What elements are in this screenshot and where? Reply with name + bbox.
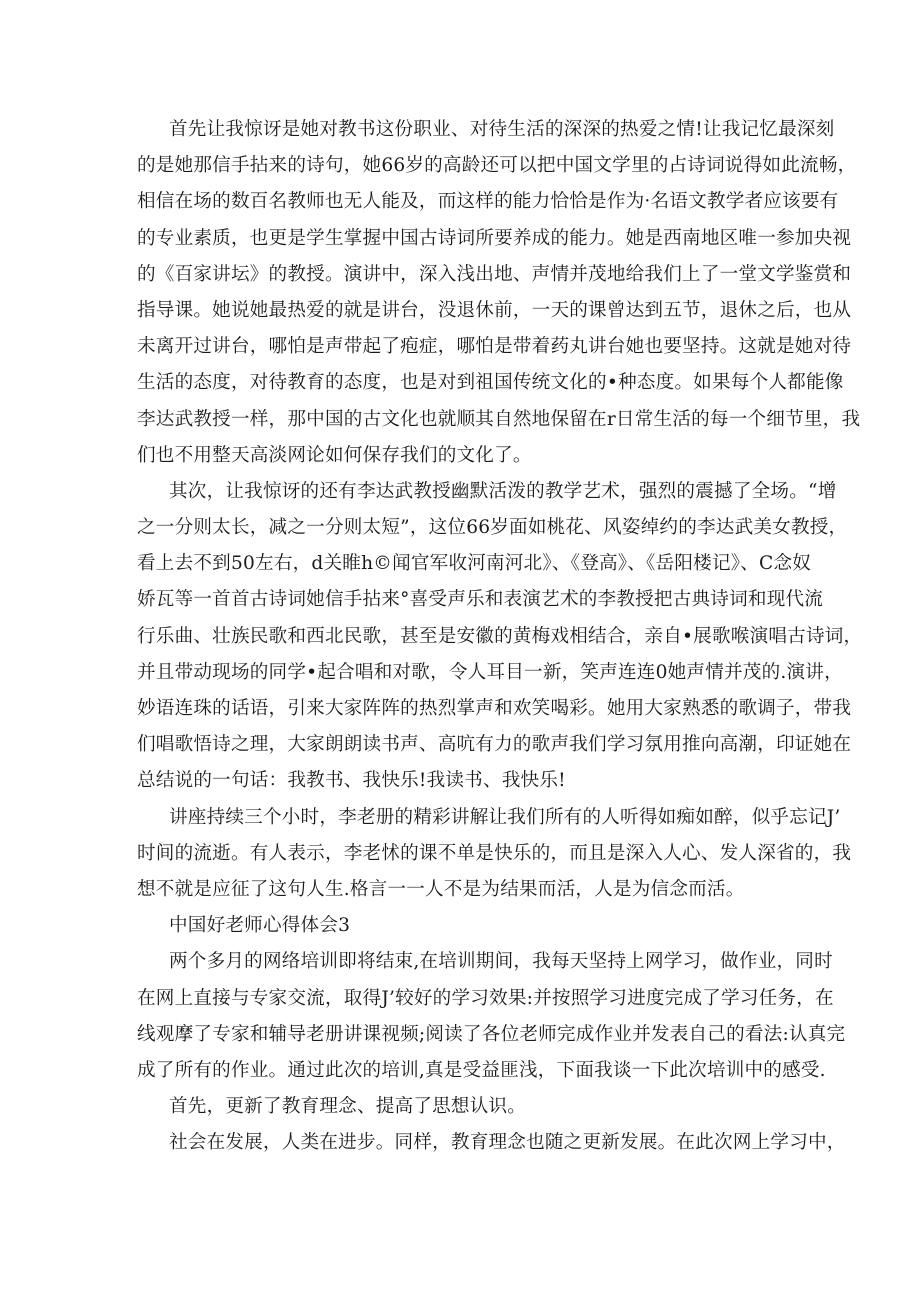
paragraph-line: 总结说的一句话：我教书、我快乐!我读书、我快乐! [137, 770, 566, 792]
paragraph-line: 的《百家讲坛》的教授。演讲中，深入浅出地、声情并茂地给我们上了一堂文学鉴赏和 [137, 263, 852, 285]
paragraph-line: 成了所有的作业。通过此次的培训,真是受益匪浅，下面我谈一下此次培训中的感受. [137, 1059, 826, 1081]
paragraph-line: 社会在发展，人类在进步。同样，教育理念也随之更新发展。在此次网上学习中， [169, 1132, 846, 1154]
section-heading: 中国好老师心得体会3 [169, 915, 351, 937]
paragraph-line: 其次，让我惊讶的还有李达武教授幽默活泼的教学艺术，强烈的震撼了全场。“增 [169, 480, 837, 502]
paragraph-line: 未离开过讲台，哪怕是声带起了疱症，哪怕是带着药丸讲台她也要坚持。这就是她对待 [137, 336, 852, 358]
paragraph-line: 妙语连珠的话语，引来大家阵阵的热烈掌声和欢笑喝彩。她用大家熟悉的歌调子，带我 [137, 698, 852, 719]
paragraph-line: 两个多月的网络培训即将结束,在培训期间，我每天坚持上网学习，做作业，同时 [169, 951, 833, 973]
paragraph-line: 并且带动现场的同学•起合唱和对歌，令人耳目一新，笑声连连0她声情并茂的.演讲， [137, 661, 843, 683]
paragraph-line: 生活的态度，对待教育的态度，也是对到祖国传统文化的•种态度。如果每个人都能像 [137, 372, 844, 394]
paragraph-line: 李达武教授一样，那中国的古文化也就顺其自然地保留在r日常生活的每一个细节里，我 [137, 408, 861, 430]
paragraph-line: 娇瓦等一首首古诗词她信手拈来°喜受声乐和表演艺术的李教授把古典诗词和现代流 [137, 589, 824, 611]
paragraph-line: 在网上直接与专家交流，取得J’较好的学习效果:并按照学习进度完成了学习任务，在 [137, 987, 834, 1009]
paragraph-line: 指导课。她说她最热爱的就是讲台，没退休前，一天的课曾达到五节，退休之后，也从 [137, 299, 852, 321]
paragraph-line: 行乐曲、壮族民歌和西北民歌，甚至是安徽的黄梅戏相结合，亲自•展歌喉演唱古诗词， [137, 625, 863, 647]
paragraph-line: 线观摩了专家和辅导老册讲课视频;阅读了各位老师完成作业并发表自己的看法:认真完 [137, 1023, 846, 1045]
paragraph-line: 看上去不到50左右，d关睢h©闻官军收河南河北》、《登高》、《岳阳楼记》、C念奴 [137, 553, 812, 575]
paragraph-line: 们也不用整天高淡网论如何保存我们的文化了。 [137, 444, 532, 466]
paragraph-line: 们唱歌悟诗之理，大家朗朗读书声、高吭有力的歌声我们学习氛用推向高潮，印证她在 [137, 734, 852, 756]
paragraph-line: 的专业素质，也更是学生掌握中国古诗词所要养成的能力。她是西南地区唯一参加央视 [137, 227, 852, 249]
paragraph-line: 首先，更新了教育理念、提高了思想认识。 [169, 1096, 527, 1118]
paragraph-line: 时间的流逝。有人表示，李老怵的课不单是快乐的，而且是深入人心、发人深省的，我 [137, 842, 852, 864]
paragraph-line: 首先让我惊讶是她对教书这份职业、对待生活的深深的热爱之情!让我记忆最深刻 [169, 119, 835, 140]
paragraph-line: 讲座持续三个小时，李老册的精彩讲解让我们所有的人听得如痴如醉，似乎忘记J’ [169, 806, 841, 828]
paragraph-line: 相信在场的数百名教师也无人能及，而这样的能力恰恰是作为·名语文教学者应该要有 [137, 191, 839, 213]
paragraph-line: 之一分则太长，减之一分则太短”，这位66岁面如桃花、风姿绰约的李达武美女教授， [137, 517, 848, 539]
document-page [137, 112, 863, 1161]
paragraph-line: 想不就是应征了这句人生.格言一一人不是为结果而活，人是为信念而活。 [137, 878, 745, 900]
paragraph-line: 的是她那信手拈来的诗句，她66岁的高龄还可以把中国文学里的占诗词说得如此流畅， [137, 155, 857, 177]
